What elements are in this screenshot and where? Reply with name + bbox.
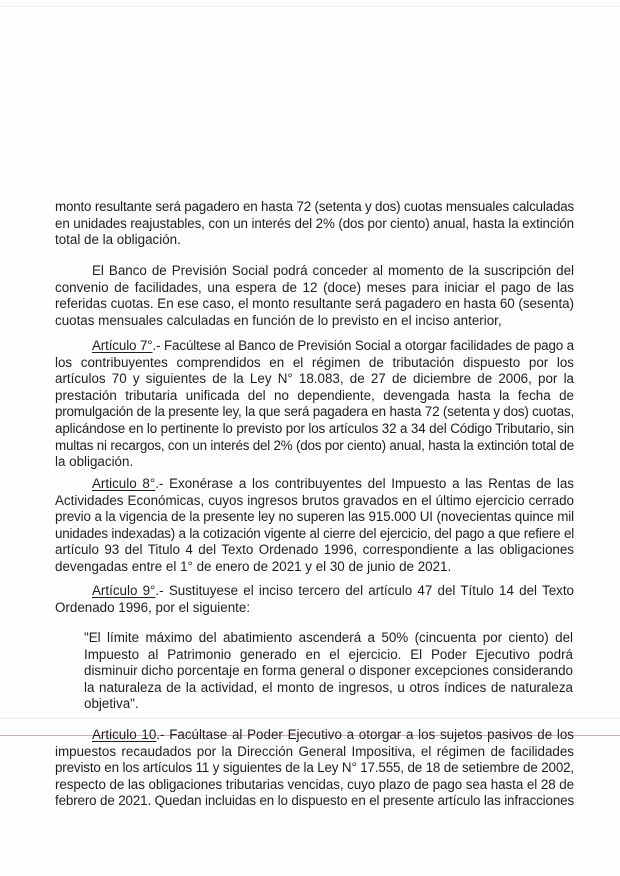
text-line: promulgación de la presente ley, la que será pagadera en hasta 72 (setenta y dos) cuotas, [55,404,574,420]
text-line: prestación tributaria unificada del no dependiente, devengada hasta la fecha de [55,387,574,403]
text-line: objetiva". [84,696,139,712]
text-line: artículos 70 y siguientes de la Ley N° 18.083, de 27 de diciembre de 2006, por la [55,371,574,387]
article-heading: Artículo 9° [92,583,156,598]
text-line: respecto de las obligaciones tributarias vencidas, cuyo plazo de pago sea hasta el 28 de [55,776,574,792]
article-7 [55,338,574,471]
text-line: impuestos recaudados por la Dirección General Impositiva, el régimen de facilidades [55,743,574,759]
article-heading: Articulo 10 [92,727,157,742]
text-line: artículo 93 del Titulo 4 del Texto Ordenado 1996, correspondiente a las obligaciones [55,542,574,558]
article-first-line [55,476,574,493]
text-line: Actividades Económicas, cuyos ingresos brutos gravados en el último ejercicio cerrado [55,492,574,508]
text-line: la naturaleza de la actividad, el monto de ingresos, u otros índices de naturaleza [84,679,573,695]
scan-edge [0,0,620,7]
text-line: cuotas mensuales calculadas en función de lo previsto en el inciso anterior, [55,312,502,328]
text-line: la obligación. [55,454,134,470]
text-line: previsto en los artículos 11 y siguientes de la Ley N° 17.555, de 18 de setiembre de 2002, [55,760,574,776]
article-first-text: .- Facúltase al Poder Ejecutivo a otorgar a los sujetos pasivos de los [156,727,575,742]
article-9 [55,583,574,616]
article-first-text: .- Exonérase a los contribuyentes del Impuesto a las Rentas de las [155,476,574,491]
quoted-text [84,630,573,713]
text-line: disminuir dicho porcentaje en forma general o disponer excepciones considerando [84,663,573,679]
text-line: aplicándose en lo pertinente lo previsto por los artículos 32 a 34 del Código Tributario, sin [55,420,575,436]
article-first-line [55,338,574,355]
text-line: devengadas entre el 1° de enero de 2021 y el 30 de junio de 2021. [55,558,452,574]
text-line: unidades indexadas) a la cotización vigente al cierre del ejercicio, del pago a que refiere el [55,525,574,541]
text-line: multas ni recargos, con un interés del 2% (dos por ciento) anual, hasta la extinción total de [55,437,574,453]
article-heading: Artículo 7° [92,338,153,353]
article-first-text: .- Sustituyese el inciso tercero del artículo 47 del Título 14 del Texto [155,583,575,598]
text-line: los contribuyentes comprendidos en el régimen de tributación dispuesto por los [55,354,574,370]
article-first-line [55,727,574,744]
paragraph-bps-espera [55,263,574,329]
paragraph-continuation [55,199,574,249]
article-first-text: .- Facúltese al Banco de Previsión Social a otorgar facilidades de pago a [152,338,574,353]
text-line: El Banco de Previsión Social podrá conceder al momento de la suscripción del [92,263,574,278]
text-line: Ordenado 1996, por el siguiente: [55,599,251,615]
text-line: previo a la vigencia de la presente ley no superen las 915.000 UI (novecientas quince mil [55,509,574,525]
text-line: "El límite máximo del abatimiento ascenderá a 50% (cincuenta por ciento) del [84,630,573,645]
text-line: Impuesto al Patrimonio generado en el ejercicio. El Poder Ejecutivo podrá [84,646,573,662]
text-line: febrero de 2021. Quedan incluidas en lo dispuesto en el presente artículo las infracciones [55,793,575,809]
article-first-line [55,583,574,600]
text-line: monto resultante será pagadero en hasta 72 (setenta y dos) cuotas mensuales calculadas [55,199,574,214]
article-heading: Articulo 8° [92,476,156,491]
text-line: referidas cuotas. En ese caso, el monto resultante será pagadero en hasta 60 (sesenta) [55,296,574,312]
text-line: total de la obligación. [55,232,181,248]
article-8 [55,476,574,576]
scan-line [0,718,620,719]
text-line: en unidades reajustables, con un interés del 2% (dos por ciento) anual, hasta la extinción [55,215,574,231]
text-line: convenio de facilidades, una espera de 12 (doce) meses para iniciar el pago de las [55,279,574,295]
article-10 [55,727,574,810]
